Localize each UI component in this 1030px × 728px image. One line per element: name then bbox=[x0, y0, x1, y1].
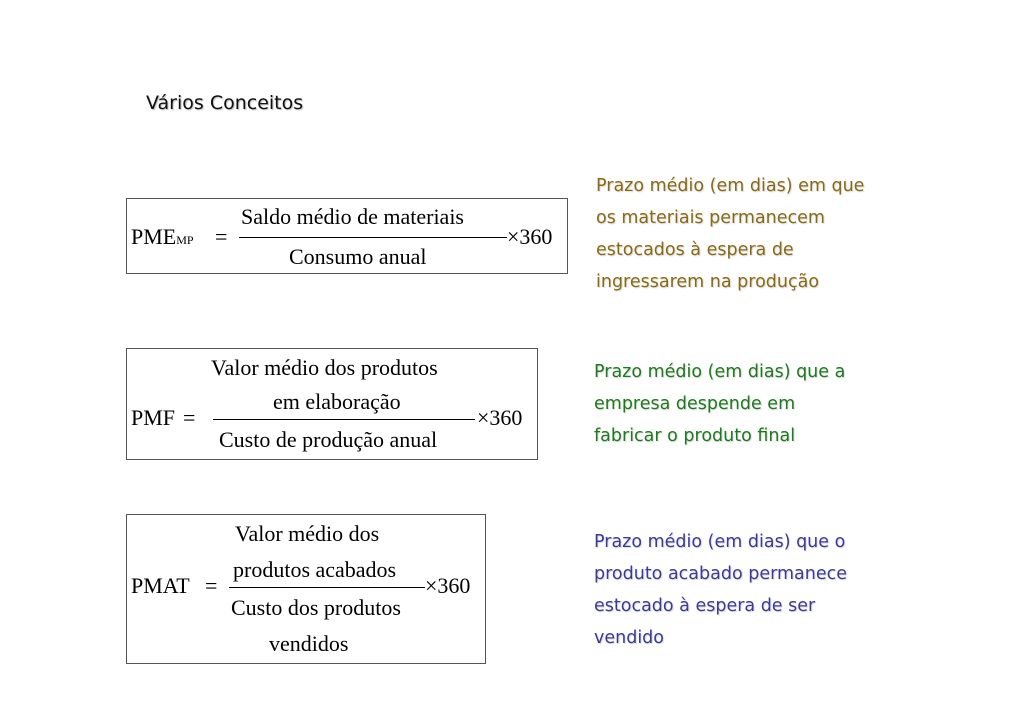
pme-equals: = bbox=[215, 224, 228, 249]
formula-pmat-box bbox=[126, 514, 486, 664]
pme-denominator-line-1: Consumo anual bbox=[289, 244, 427, 269]
pmf-fraction-bar bbox=[213, 419, 475, 420]
pmf-symbol: PMF bbox=[131, 405, 176, 430]
formula-pmf-box bbox=[126, 348, 538, 460]
pmat-numerator-line-2: produtos acabados bbox=[233, 557, 397, 582]
pmat-equals: = bbox=[205, 573, 218, 598]
pmat-symbol: PMAT bbox=[131, 573, 190, 598]
pmat-denominator-line-2: vendidos bbox=[269, 631, 349, 656]
pmf-numerator-line-2: em elaboração bbox=[273, 389, 401, 414]
pme-description: Prazo médio (em dias) em que os materiais permanecem estocados à espera de ingressarem na produção bbox=[596, 176, 865, 292]
pmf-denominator-line-1: Custo de produção anual bbox=[219, 427, 438, 452]
pmat-fraction-bar bbox=[229, 587, 425, 588]
pme-subscript: MP bbox=[176, 233, 194, 247]
pmf-equals: = bbox=[183, 405, 196, 430]
pmf-numerator-line-1: Valor médio dos produtos bbox=[211, 355, 438, 380]
pmf-multiplier: ×360 bbox=[477, 405, 523, 430]
slide-title: Vários Conceitos bbox=[146, 92, 304, 114]
pmat-multiplier: ×360 bbox=[425, 573, 471, 598]
pme-multiplier: ×360 bbox=[507, 224, 553, 249]
pmf-description: Prazo médio (em dias) que a empresa despende em fabricar o produto final bbox=[594, 362, 846, 446]
pmat-numerator-line-1: Valor médio dos bbox=[235, 521, 380, 546]
pmat-description: Prazo médio (em dias) que o produto acabado permanece estocado à espera de ser vendido bbox=[594, 532, 848, 648]
pmat-denominator-line-1: Custo dos produtos bbox=[231, 595, 401, 620]
pme-numerator-line-1: Saldo médio de materiais bbox=[241, 204, 464, 229]
pme-fraction-bar bbox=[239, 237, 507, 238]
pme-symbol-text: PME bbox=[131, 224, 177, 249]
formula-pme-box bbox=[126, 198, 568, 274]
pme-symbol bbox=[131, 226, 194, 248]
